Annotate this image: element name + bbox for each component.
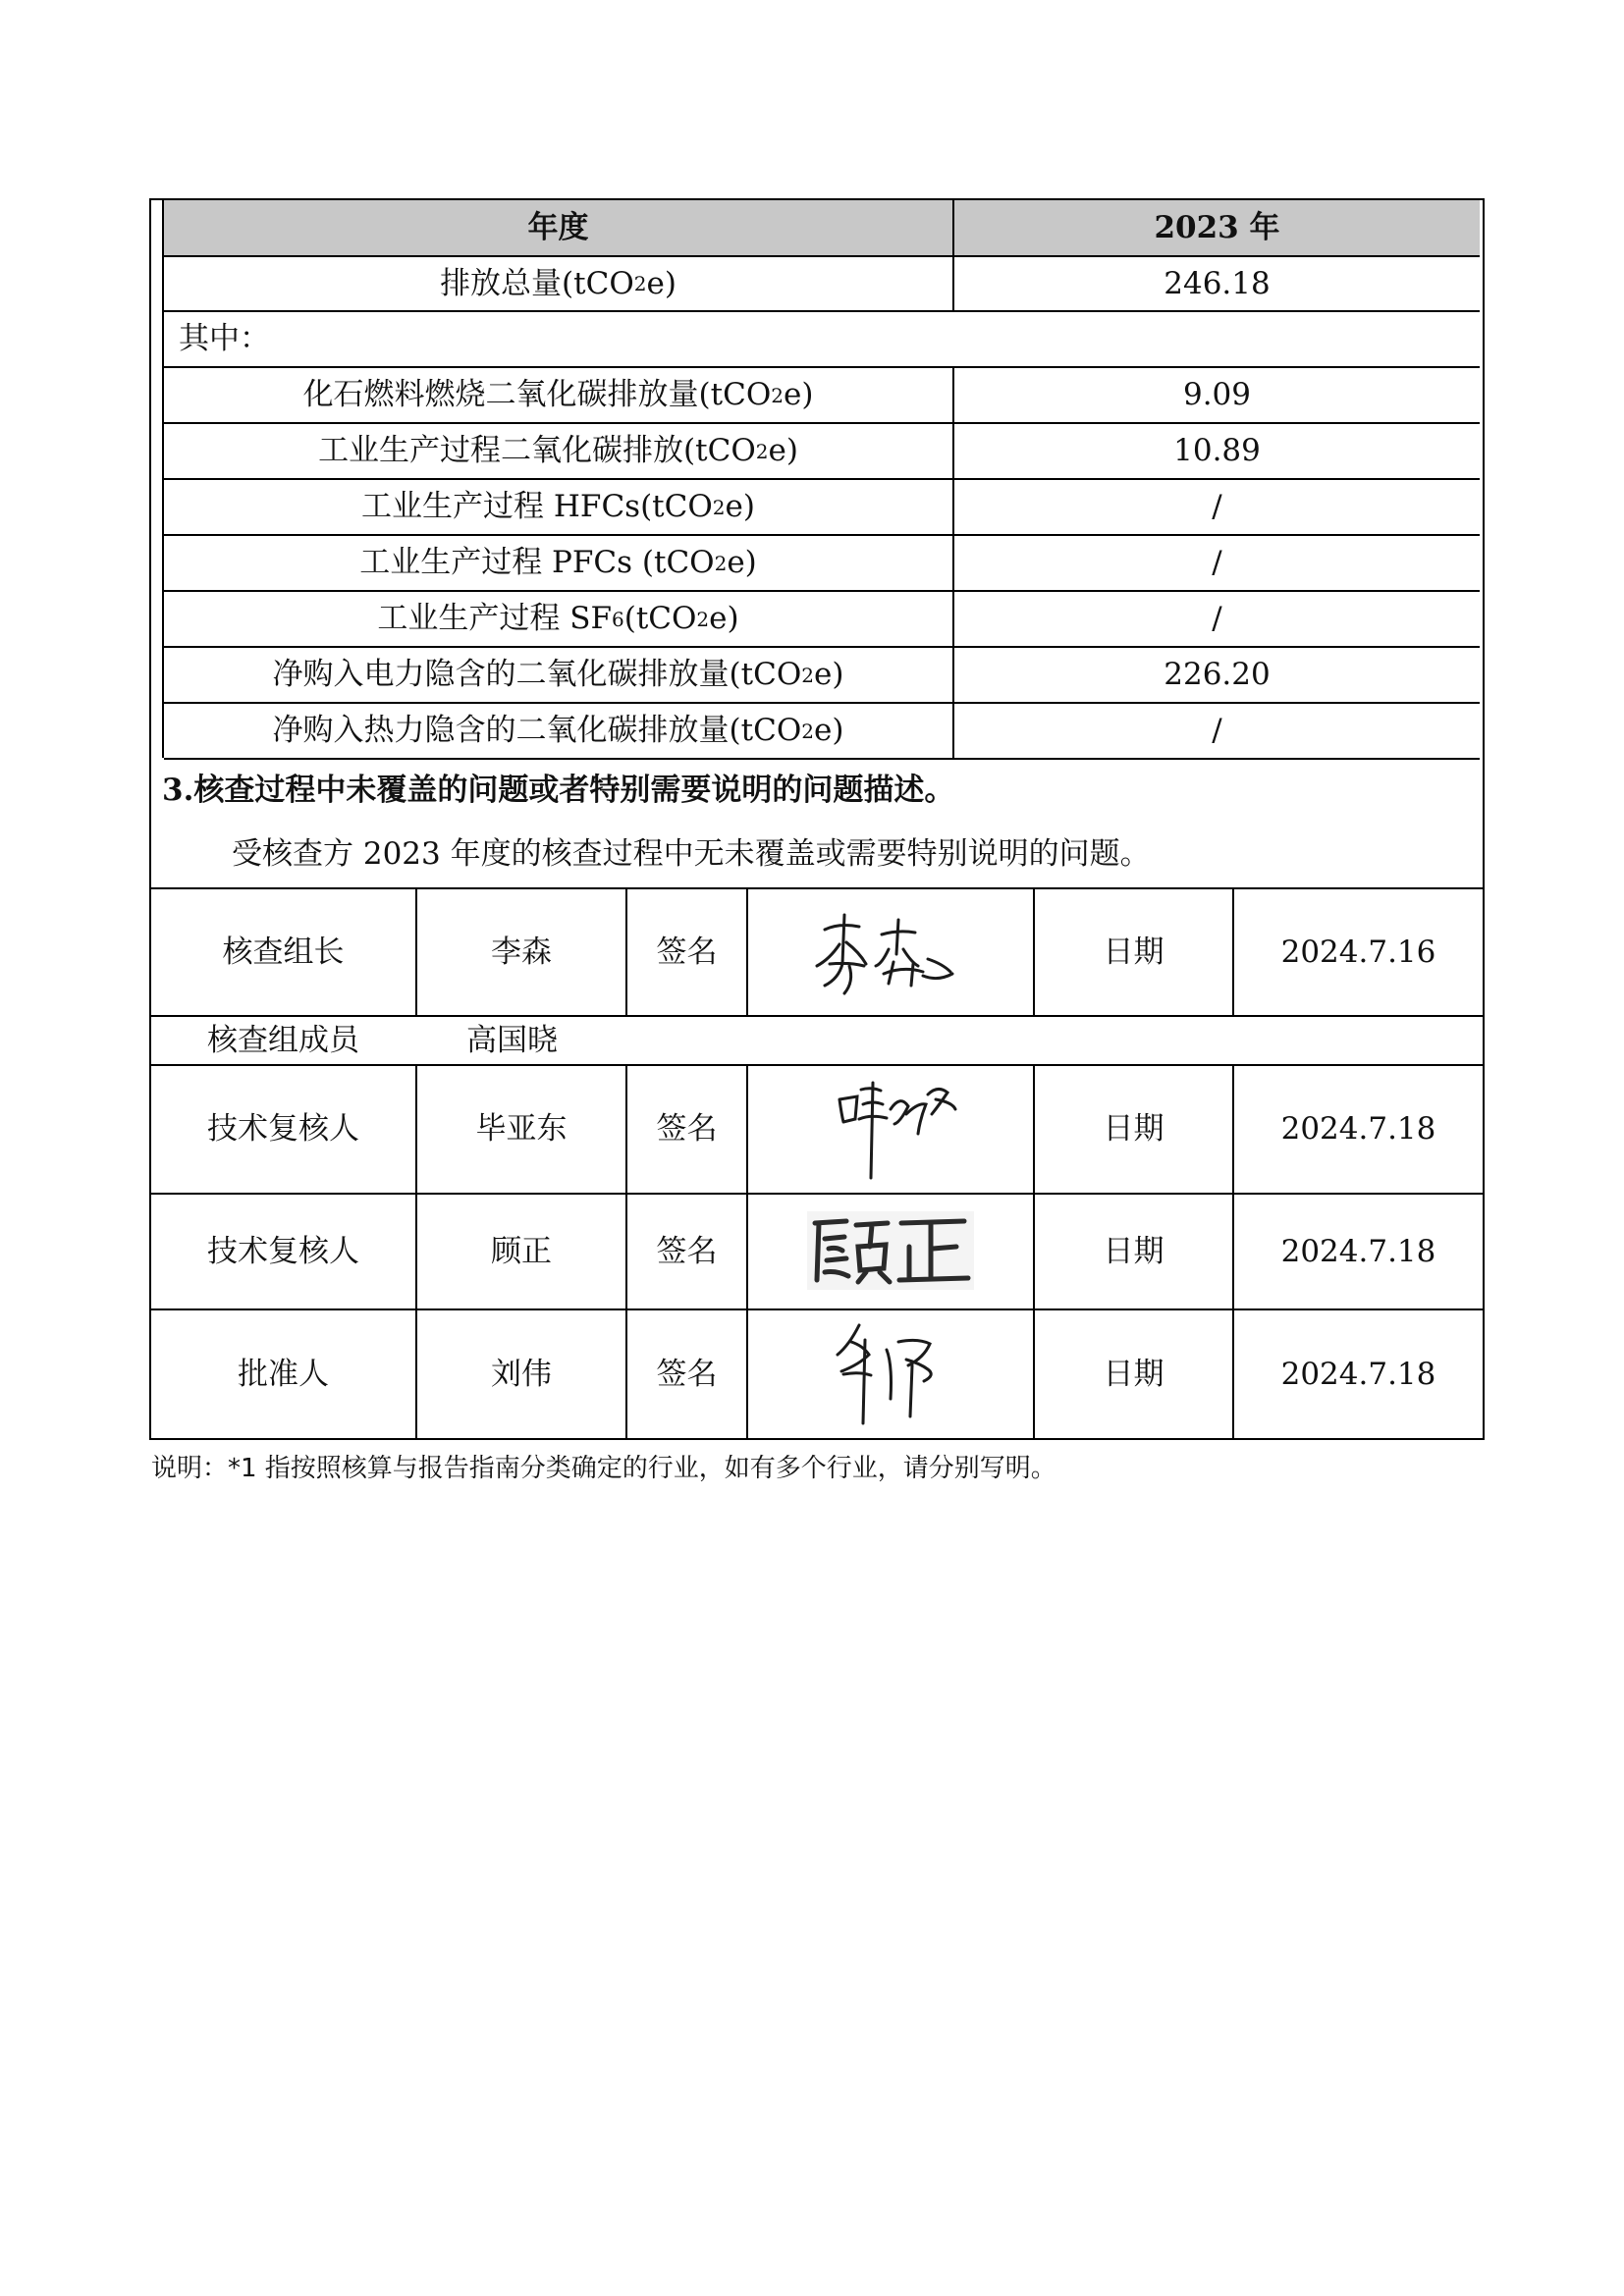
emission-row-label xyxy=(164,368,952,422)
reviewer2-signature-image xyxy=(807,1211,974,1290)
footnote: 说明：*1 指按照核算与报告指南分类确定的行业，如有多个行业，请分别写明。 xyxy=(151,1454,1056,1483)
total-emission-label xyxy=(164,257,952,310)
subscript: 2 xyxy=(801,663,814,687)
emission-row-value: 9.09 xyxy=(1182,377,1252,412)
subscript: 2 xyxy=(712,495,726,519)
reviewer2-sign-label: 签名 xyxy=(656,1233,718,1269)
table-rule xyxy=(164,758,1480,760)
reviewer2-date: 2024.7.18 xyxy=(1280,1233,1436,1269)
reviewer1-date-label: 日期 xyxy=(1103,1111,1164,1147)
subscript: 6 xyxy=(612,607,624,631)
subscript: 2 xyxy=(771,383,784,407)
reviewer2-date-label: 日期 xyxy=(1103,1233,1164,1269)
approver-signature-image xyxy=(830,1320,957,1433)
reviewer1-sign-label: 签名 xyxy=(656,1111,718,1147)
total-emission-value: 246.18 xyxy=(1164,265,1271,301)
emission-row-value: / xyxy=(1212,713,1222,748)
reviewer2-signature xyxy=(807,1211,974,1290)
leader-role: 核查组长 xyxy=(222,934,345,970)
reviewer1-role: 技术复核人 xyxy=(207,1111,359,1147)
section3-body: 受核查方 2023 年度的核查过程中无未覆盖或需要特别说明的问题。 xyxy=(232,835,1151,872)
emission-row-label xyxy=(164,480,952,534)
approver-date: 2024.7.18 xyxy=(1280,1356,1436,1392)
subscript: 2 xyxy=(755,439,769,463)
emission-row-label xyxy=(164,648,952,702)
table-rule xyxy=(746,887,748,1015)
emission-row-label xyxy=(164,424,952,478)
subscript: 2 xyxy=(801,719,814,743)
subscript: 2 xyxy=(696,607,710,631)
approver-sign-label: 签名 xyxy=(656,1356,718,1392)
emission-row-label-suffix: e) xyxy=(813,713,844,748)
approver-role: 批准人 xyxy=(238,1356,329,1392)
emission-row-label-suffix: e) xyxy=(813,657,844,692)
total-emission-label-suffix: e) xyxy=(646,265,677,301)
year-header-label: 年度 xyxy=(527,209,589,245)
emission-row-label-mid: (tCO xyxy=(623,601,697,636)
leader-date-label: 日期 xyxy=(1103,934,1164,970)
reviewer1-signature-image xyxy=(830,1075,967,1183)
emission-row-label-text: 净购入电力隐含的二氧化碳排放量(tCO xyxy=(272,657,802,692)
emission-row-label-text: 化石燃料燃烧二氧化碳排放量(tCO xyxy=(302,377,772,412)
emission-row-label-suffix: e) xyxy=(768,433,798,468)
emission-row-label-text: 净购入热力隐含的二氧化碳排放量(tCO xyxy=(272,713,802,748)
emission-row-label-suffix: e) xyxy=(709,601,739,636)
emission-row-label-text: 工业生产过程二氧化碳排放(tCO xyxy=(318,433,756,468)
emission-row-label-suffix: e) xyxy=(727,545,757,580)
emission-row-label-suffix: e) xyxy=(725,489,755,524)
leader-signature xyxy=(805,905,962,1003)
reviewer1-name: 毕亚东 xyxy=(475,1111,568,1147)
table-rule xyxy=(746,1064,748,1440)
of-which-label: 其中： xyxy=(179,321,270,356)
emission-row-label-text: 工业生产过程 PFCs (tCO xyxy=(359,545,715,580)
emission-row-label-text: 工业生产过程 SF xyxy=(377,601,612,636)
year-header-value: 2023 年 xyxy=(1154,209,1280,245)
total-emission-label-text: 排放总量(tCO xyxy=(440,265,634,301)
emission-row-label xyxy=(164,704,952,758)
subscript: 2 xyxy=(633,272,647,295)
emission-row-label-suffix: e) xyxy=(783,377,814,412)
reviewer2-role: 技术复核人 xyxy=(207,1233,359,1269)
leader-sign-label: 签名 xyxy=(656,934,718,970)
leader-name: 李森 xyxy=(491,934,552,970)
emission-row-value: / xyxy=(1212,601,1222,636)
members-role: 核查组成员 xyxy=(207,1022,359,1058)
leader-signature-image xyxy=(805,905,962,1003)
emission-row-label xyxy=(164,592,952,646)
emission-row-value: 10.89 xyxy=(1173,433,1261,468)
emission-row-value: / xyxy=(1212,545,1222,580)
reviewer1-date: 2024.7.18 xyxy=(1280,1111,1436,1147)
emission-row-label xyxy=(164,536,952,590)
reviewer2-name: 顾正 xyxy=(491,1233,552,1269)
section3-title: 3.核查过程中未覆盖的问题或者特别需要说明的问题描述。 xyxy=(162,772,955,808)
reviewer1-signature xyxy=(830,1075,967,1183)
approver-signature xyxy=(830,1320,957,1433)
approver-name: 刘伟 xyxy=(491,1356,552,1392)
leader-date: 2024.7.16 xyxy=(1280,934,1436,970)
emission-row-value: 226.20 xyxy=(1164,657,1271,692)
subscript: 2 xyxy=(714,551,728,575)
emission-row-label-text: 工业生产过程 HFCs(tCO xyxy=(361,489,713,524)
emission-row-value: / xyxy=(1212,489,1222,524)
members-names: 高国晓 xyxy=(466,1022,558,1058)
approver-date-label: 日期 xyxy=(1103,1356,1164,1392)
